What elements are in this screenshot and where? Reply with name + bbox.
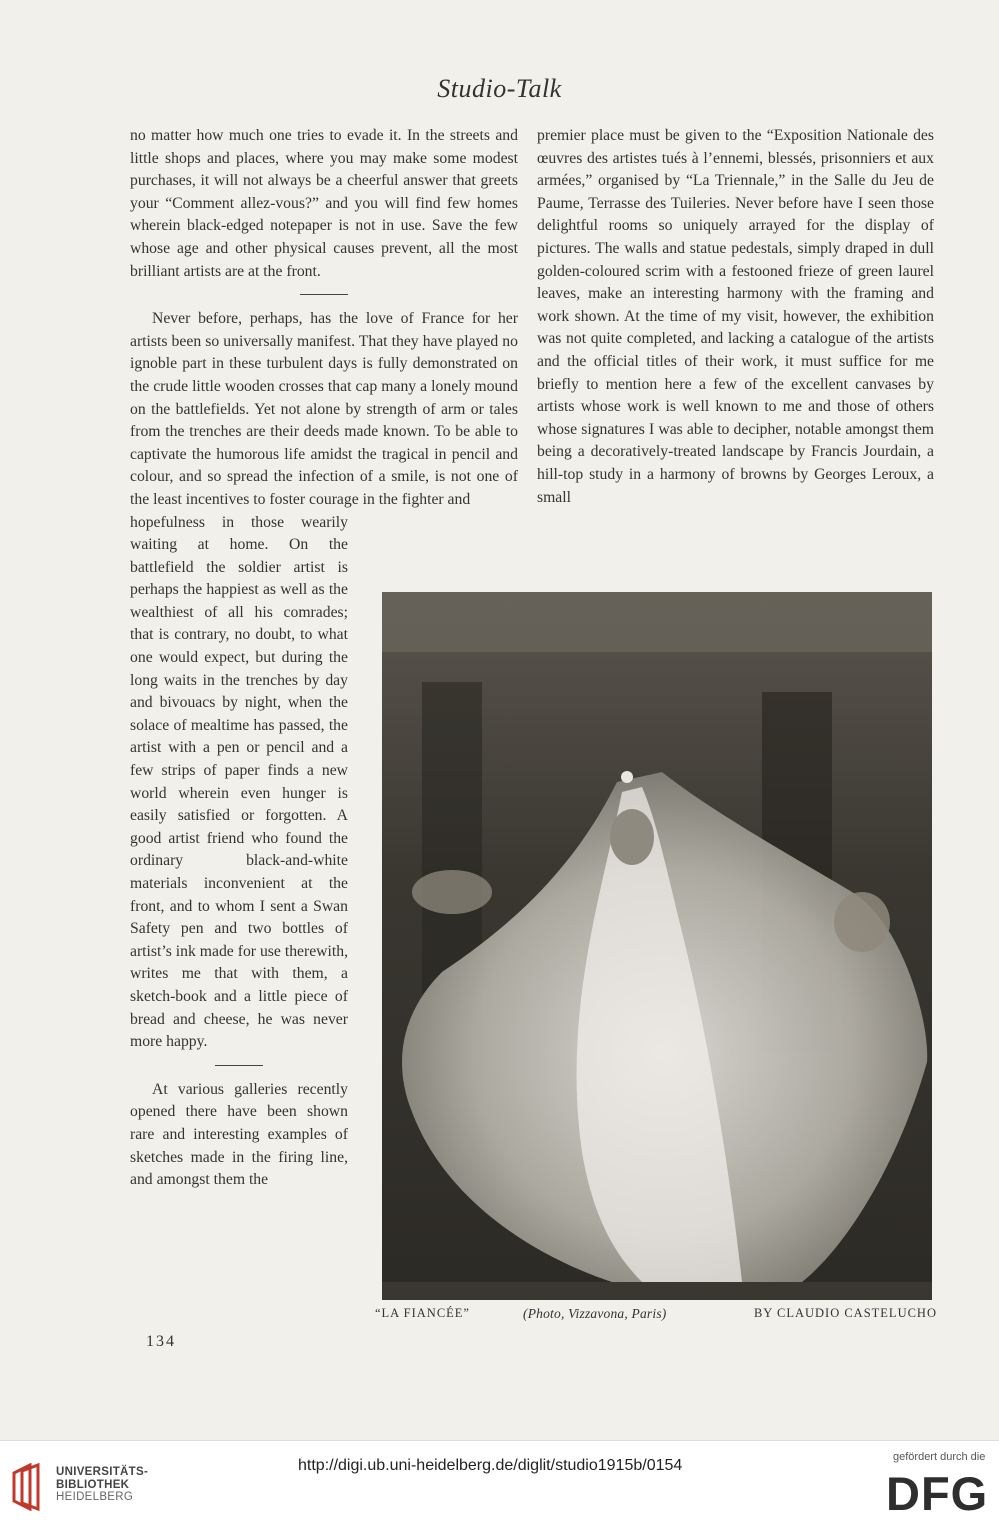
funding-label: gefördert durch die xyxy=(893,1451,986,1463)
painting-illustration xyxy=(382,592,932,1300)
caption-photo-credit: (Photo, Vizzavona, Paris) xyxy=(523,1306,667,1321)
digitization-footer xyxy=(0,1440,999,1534)
running-title: Studio-Talk xyxy=(437,74,562,103)
caption-artist: BY CLAUDIO CASTELUCHO xyxy=(753,1306,937,1320)
paragraph: Never before, perhaps, has the love of France for her artists been so universally manifest. That they have played no ignoble part in these turbulent days is fully demonstrated on the crude little wooden crosses that cap many a lonely mound on the battlefields. Yet not alone by strength of arm or tales from the trenches are their deeds made known. To be able to captivate the humorous life amidst the tragical in pencil and colour, and so spread the infection of a smile, is not one of the least incentives to foster courage in the fighter and xyxy=(130,310,518,508)
caption-title: “LA FIANCÉE” xyxy=(375,1306,470,1320)
narrow-text-block xyxy=(130,512,348,1192)
paragraph: no matter how much one tries to evade it. In the streets and little shops and places, where you may make some modest purchases, it will not always be a cheerful answer that greets your “Comment allez-vous?” and you will find few homes wherein black-edged notepaper is not in use. Save the few whose age and other physical causes prevent, all the most brilliant artists are at the front. xyxy=(130,127,518,280)
paragraph: premier place must be given to the “Exposition Nationale des œuvres des artistes tués à l’ennemi, blessés, prisonniers et aux armées,” organised by “La Triennale,” in the Salle du Jeu de Paume, Terrasse des Tuileries. Never before have I seen those delightful rooms so uniquely arrayed for the display of pictures. The walls and statue pedestals, simply draped in dull golden-coloured scrim with a festooned frieze of green laurel leaves, make an interesting harmony with the framing and work shown. At the time of my visit, however, the exhibition was not quite completed, and lacking a catalogue of the artists and the official titles of their work, it must suffice for me briefly to mention here a few of the excellent canvases by artists whose work is well known to me and those of others whose signatures I was able to decipher, notable amongst them being a decoratively-treated landscape by Francis Jourdain, a hill-top study in a harmony of browns by Georges Leroux, a small xyxy=(537,127,934,506)
university-library-logo-icon xyxy=(10,1463,50,1511)
section-divider xyxy=(300,294,348,295)
dfg-logo: DFG xyxy=(886,1467,989,1520)
painting-image xyxy=(382,592,932,1300)
figure-caption xyxy=(375,1306,937,1328)
right-column xyxy=(537,125,934,509)
page-number: 134 xyxy=(146,1333,176,1350)
permalink-url[interactable]: http://digi.ub.uni-heidelberg.de/diglit/studio1915b/0154 xyxy=(298,1457,683,1474)
paragraph: hopefulness in those wearily waiting at home. On the battlefield the soldier artist is perhaps the happiest as well as the wealthiest of all his comrades; that is contrary, no doubt, to what one would expect, but during the long waits in the trenches by day and bivouacs by night, when the solace of mealtime has passed, the artist with a pen or pencil and a few strips of paper finds a new world wherein even hunger is easily satisfied or forgotten. A good artist friend who found the ordinary black-and-white materials inconvenient at the front, and to whom I sent a Swan Safety pen and two bottles of artist’s ink made for use therewith, writes me that with them, a sketch-book and a little piece of bread and cheese, he was never more happy. xyxy=(130,513,348,1051)
library-name: UNIVERSITÄTS- BIBLIOTHEK HEIDELBERG xyxy=(56,1466,149,1503)
section-divider xyxy=(215,1065,263,1066)
paragraph: At various galleries recently opened there have been shown rare and interesting examples of sketches made in the firing line, and amongst them the xyxy=(130,1080,348,1189)
